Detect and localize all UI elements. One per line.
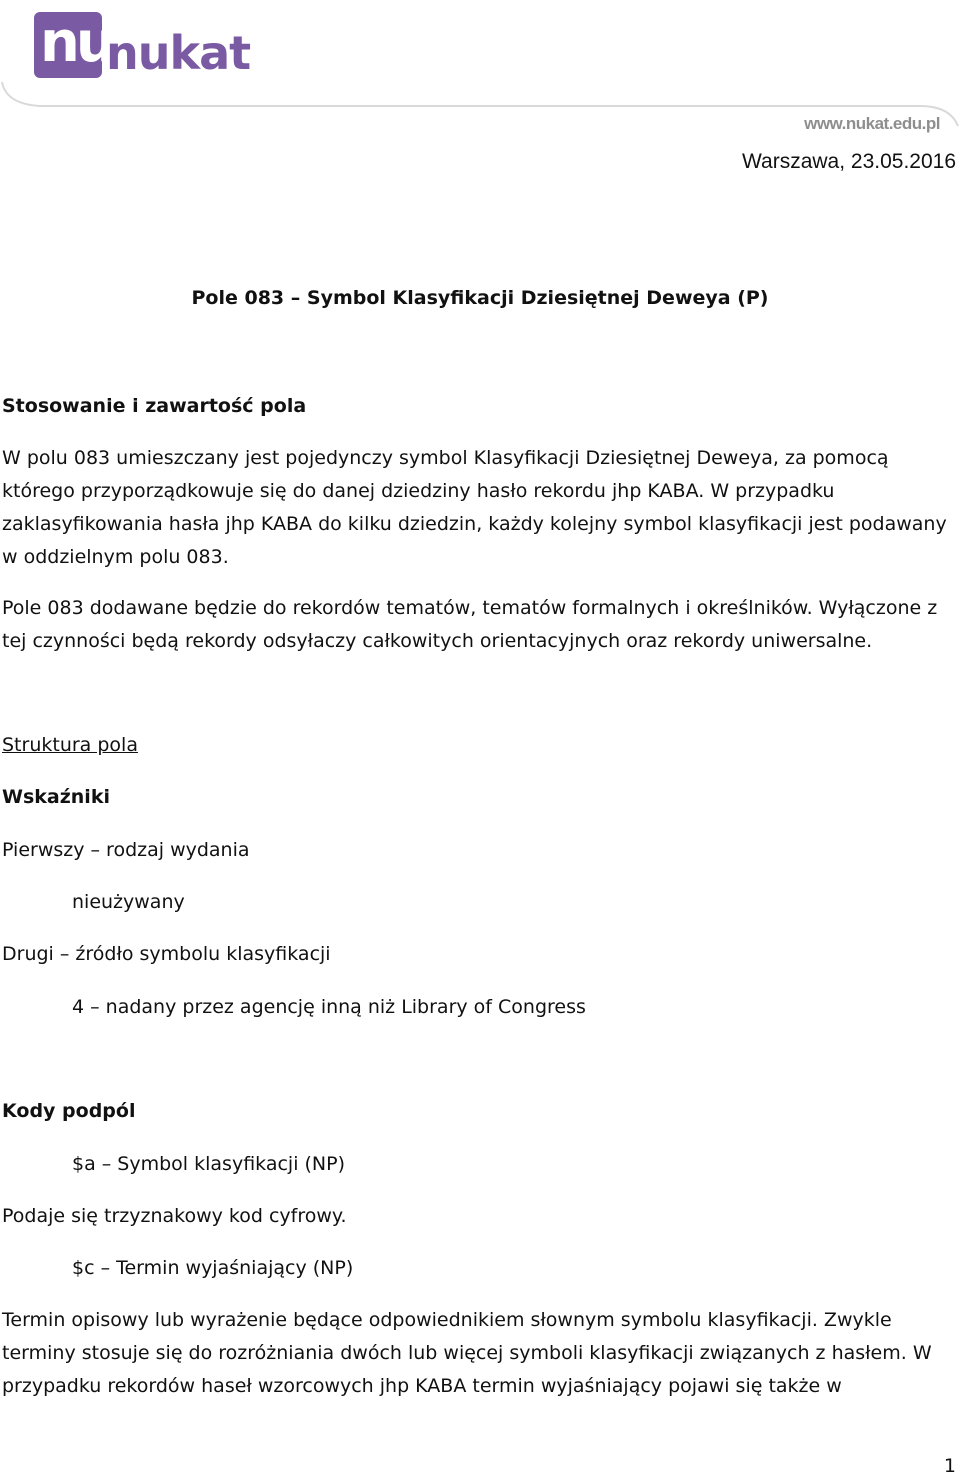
section-heading-structure: Struktura pola (2, 734, 138, 756)
subfield-a-label: $a – Symbol klasyfikacji (NP) (72, 1153, 346, 1175)
usage-paragraph-1: W polu 083 umieszczany jest pojedynczy symbol Klasyfikacji Dziesiętnej Deweya, za pomocą którego przyporządkowuje się do danej dziedziny hasło rekordu jhp KABA. W przypadku zaklasyfikowania hasła jhp KABA do kilku dziedzin, każdy kolejny symbol klasyfikacji jest podawany w oddzielnym polu 083. (2, 447, 947, 568)
subfield-a-description: Podaje się trzyznakowy kod cyfrowy. (2, 1205, 347, 1227)
first-indicator-label: Pierwszy – rodzaj wydania (2, 839, 250, 861)
document-date: Warszawa, 23.05.2016 (741, 150, 956, 173)
section-heading-usage: Stosowanie i zawartość pola (2, 395, 307, 417)
page-number: 1 (943, 1455, 956, 1477)
subfield-c-description: Termin opisowy lub wyrażenie będące odpowiednikiem słownym symbolu klasyfikacji. Zwykle terminy stosuje się do rozróżniania dwóch lub więcej symboli klasyfikacji związanych z hasłem. W przypadku rekordów haseł wzorcowych jhp KABA termin wyjaśniający pojawi się także w (2, 1309, 932, 1397)
page-title: Pole 083 – Symbol Klasyfikacji Dziesiętnej Deweya (P) (191, 287, 769, 309)
site-url: www.nukat.edu.pl (804, 114, 940, 133)
first-indicator-value: nieużywany (72, 891, 185, 913)
second-indicator-value: 4 – nadany przez agencję inną niż Library of Congress (72, 996, 586, 1018)
second-indicator-label: Drugi – źródło symbolu klasyfikacji (2, 943, 331, 965)
logo-mark (34, 10, 112, 78)
logo-mark-text: nu (40, 10, 112, 75)
usage-paragraph-2: Pole 083 dodawane będzie do rekordów tematów, tematów formalnych i określników. Wyłączone z tej czynności będą rekordy odsyłaczy całkowitych orientacyjnych oraz rekordy uniwersalne. (2, 597, 938, 652)
subfield-c-label: $c – Termin wyjaśniający (NP) (72, 1257, 354, 1279)
indicators-heading: Wskaźniki (2, 786, 110, 808)
logo-wordmark: nukat (106, 26, 251, 80)
subfields-heading: Kody podpól (2, 1100, 136, 1122)
